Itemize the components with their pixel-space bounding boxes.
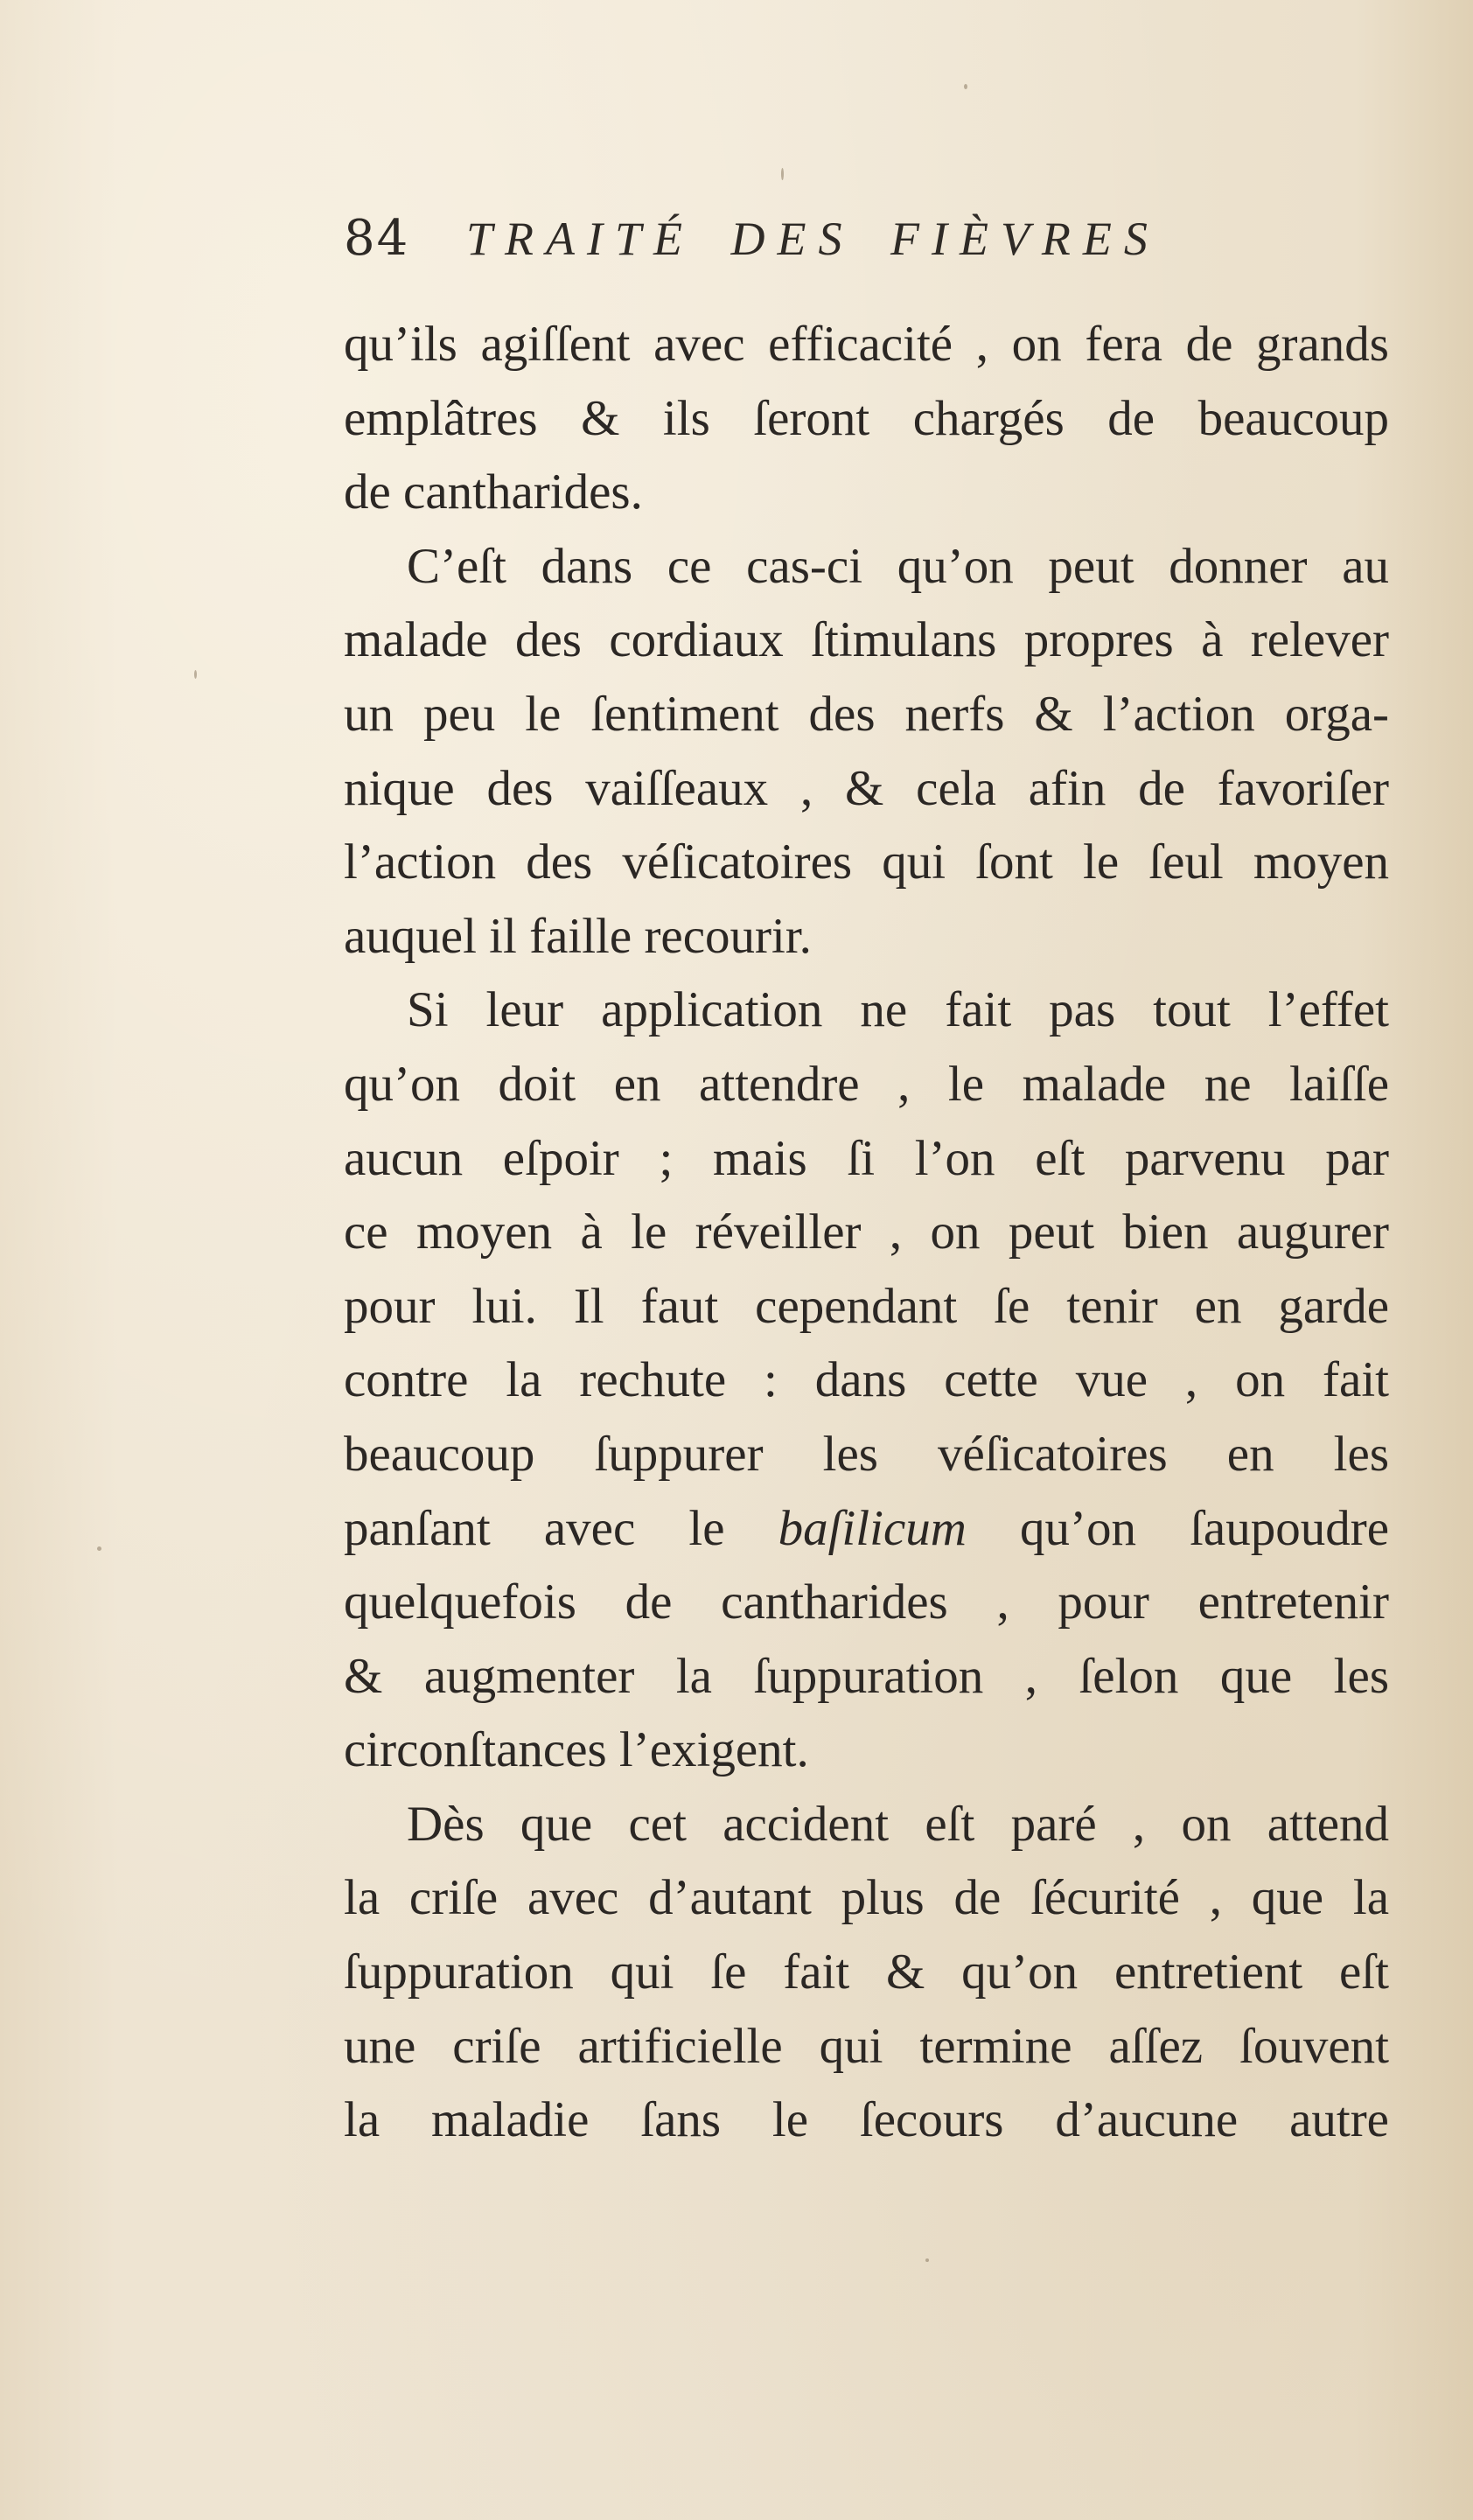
text-line: l’action des véſicatoires qui ſont le ſeul moyen <box>344 834 1389 890</box>
text-line: ſuppuration qui ſe fait & qu’on entretient eſt <box>344 1944 1389 2000</box>
text-line: pour lui. Il faut cependant ſe tenir en garde <box>344 1278 1389 1334</box>
text-line: la maladie ſans le ſecours d’aucune autre <box>344 2092 1389 2148</box>
text-line-with-italic <box>344 1492 1389 1567</box>
paper-speck <box>97 1546 101 1551</box>
text-line: ce moyen à le réveiller , on peut bien augurer <box>344 1204 1389 1260</box>
text-line: contre la rechute : dans cette vue , on fait <box>344 1352 1389 1408</box>
text-line: de cantharides. <box>344 464 643 520</box>
text-line: beaucoup ſuppurer les véſicatoires en les <box>344 1426 1389 1482</box>
paper-speck <box>964 84 967 89</box>
text-line: la criſe avec d’autant plus de ſécurité , que la <box>344 1870 1389 1926</box>
text-segment: qu’on ſaupoudre <box>1020 1500 1389 1556</box>
page-number: 84 <box>344 210 410 267</box>
text-line: C’eſt dans ce cas-ci qu’on peut donner au <box>407 538 1389 594</box>
text-line: qu’on doit en attendre , le malade ne laiſſe <box>344 1056 1389 1112</box>
text-line: auquel il faille recourir. <box>344 908 812 964</box>
text-line: malade des cordiaux ſtimulans propres à relever <box>344 612 1389 668</box>
text-line: qu’ils agiſſent avec efficacité , on fera de grands <box>344 317 1389 372</box>
text-line: & augmenter la ſuppuration , ſelon que les <box>344 1648 1389 1704</box>
text-segment: panſant avec le <box>344 1500 725 1556</box>
text-line: circonſtances l’exigent. <box>344 1722 809 1778</box>
running-head <box>344 210 1262 280</box>
italic-term: baſilicum <box>778 1500 967 1556</box>
running-title: TRAITÉ DES FIÈVRES <box>466 213 1160 265</box>
paper-speck <box>781 168 784 180</box>
text-line: quelquefois de cantharides , pour entretenir <box>344 1574 1389 1630</box>
text-line: une criſe artificielle qui termine aſſez ſouvent <box>344 2018 1389 2074</box>
text-line: emplâtres & ils ſeront chargés de beaucoup <box>344 390 1389 446</box>
text-line: aucun eſpoir ; mais ſi l’on eſt parvenu par <box>344 1130 1389 1186</box>
text-line: Dès que cet accident eſt paré , on attend <box>407 1796 1389 1852</box>
text-line: Si leur application ne fait pas tout l’effet <box>407 982 1389 1038</box>
body-text <box>344 308 1389 2158</box>
text-line: un peu le ſentiment des nerfs & l’action orga- <box>344 686 1389 742</box>
text-line: nique des vaiſſeaux , & cela afin de favoriſer <box>344 760 1389 816</box>
paper-speck <box>925 2258 929 2262</box>
paper-speck <box>194 670 197 679</box>
